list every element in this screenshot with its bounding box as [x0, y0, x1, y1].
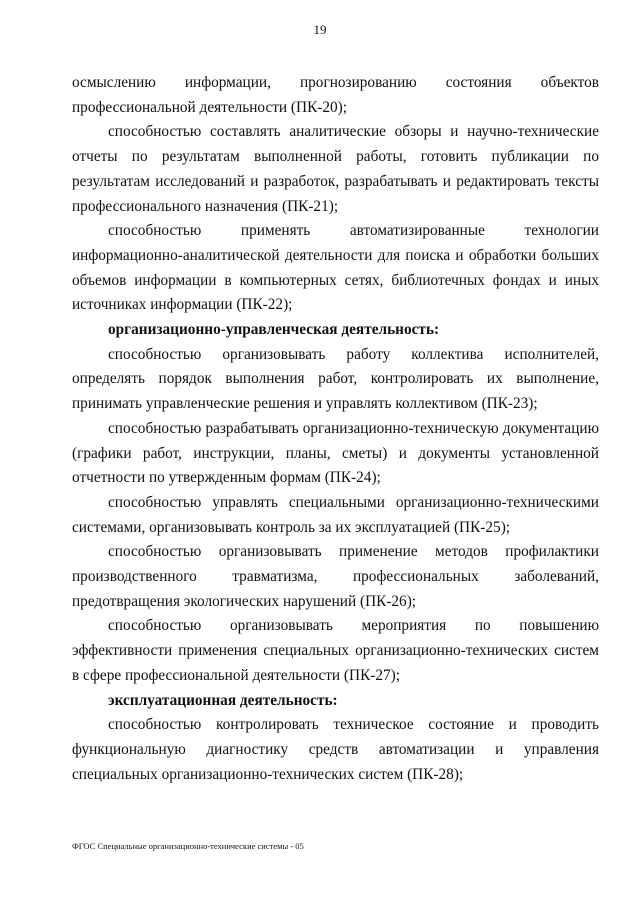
paragraph-pk-27: способностью организовывать мероприятия по повышению эффективности применения специальных организационно-технических систем в сфере профессиональной деятельности (ПК-27); [72, 617, 599, 684]
page-number: 19 [313, 22, 327, 37]
paragraph-pk-21: способностью составлять аналитические обзоры и научно-технические отчеты по результатам выполненной работы, готовить публикации по результатам исследований и разработок, разрабатывать и редактировать тексты профессионального назначения (ПК-21); [72, 123, 599, 215]
paragraph-continuation: осмыслению информации, прогнозированию состояния объектов профессиональной деятельности (ПК-20); [72, 74, 599, 116]
paragraph-pk-24: способностью разрабатывать организационно-техническую документацию (графики работ, инструкции, планы, сметы) и документы установленной отчетности по утвержденным формам (ПК-24); [72, 419, 599, 487]
paragraph-pk-25: способностью управлять специальными организационно-техническими системами, организовывать контроль за их эксплуатацией (ПК-25); [72, 493, 599, 536]
paragraph-pk-22: способностью применять автоматизированные технологии информационно-аналитической деятельности для поиска и обработки больших объемов информации в компьютерных сетях, библиотечных фондах и иных источниках информации (ПК-22); [72, 222, 599, 314]
page-footer: ФГОС Специальные организационно-технические системы - 05 [72, 841, 304, 851]
section-heading-operation: эксплуатационная деятельность: [108, 691, 338, 709]
paragraph-pk-23: способностью организовывать работу коллектива исполнителей, определять порядок выполнения работ, контролировать их выполнение, принимать управленческие решения и управлять коллективом (ПК-23); [72, 345, 599, 413]
paragraph-pk-28: способностью контролировать техническое состояние и проводить функциональную диагностику средств автоматизации и управления специальных организационно-технических систем (ПК-28); [72, 716, 599, 783]
section-heading-management: организационно-управленческая деятельность: [108, 321, 440, 339]
document-body [72, 71, 599, 787]
paragraph-pk-26: способностью организовывать применение методов профилактики производственного травматизма, профессиональных заболеваний, предотвращения экологических нарушений (ПК-26); [72, 543, 599, 610]
